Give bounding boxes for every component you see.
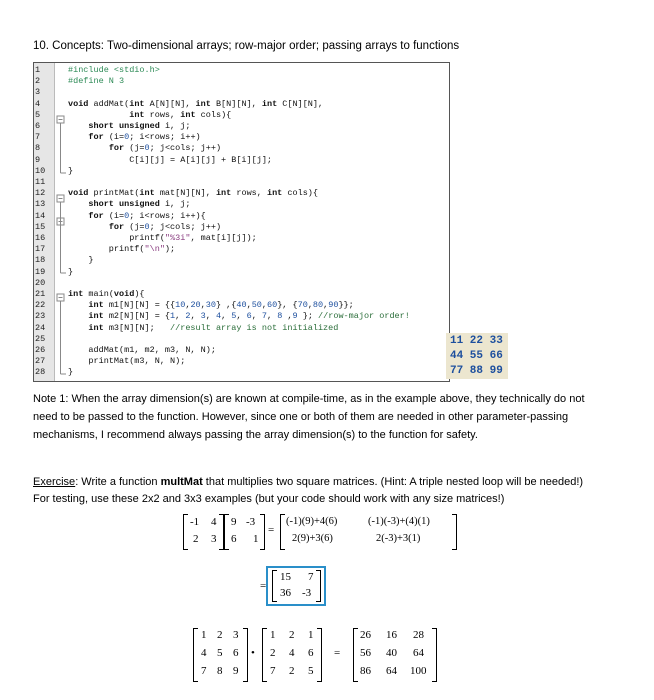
code-line: printf("%3i", mat[i][j]); — [68, 233, 257, 243]
code-line: int m3[N][N]; //result array is not initialized — [88, 322, 339, 333]
code-line: for (j=0; j<cols; j++) — [108, 143, 222, 154]
line-number: 6 — [35, 121, 41, 131]
matrix-cell: 64 — [386, 665, 397, 677]
code-line: int m2[N][N] = {1, 2, 3, 4, 5, 6, 7, 8 ,9 }; //row-major order! — [88, 311, 410, 322]
equals-sign: = — [268, 524, 275, 536]
func-name: multMat — [160, 476, 203, 488]
matrix-cell: 6 — [308, 647, 314, 659]
code-line: } — [68, 367, 74, 378]
matrix-cell: 2 — [289, 629, 295, 641]
program-output — [446, 333, 508, 379]
code-line: for (i=0; i<rows; i++) — [88, 132, 201, 143]
matrix-cell: -3 — [302, 587, 312, 599]
matrix-cell: 40 — [386, 647, 397, 659]
matrix-cell: 15 — [280, 571, 291, 583]
code-line: addMat(m1, m2, m3, N, N); — [68, 345, 216, 355]
matrix-cell: 56 — [360, 647, 371, 659]
matrix-cell: 26 — [360, 629, 371, 641]
matrix-cell: 2 — [289, 665, 295, 677]
line-number: 3 — [35, 87, 41, 98]
line-number: 16 — [35, 233, 46, 243]
line-number: 17 — [35, 244, 46, 255]
code-listing — [33, 62, 450, 382]
matrix-cell: 100 — [410, 665, 427, 677]
matrix-cell: 1 — [270, 629, 276, 641]
line-number: 22 — [35, 300, 46, 311]
line-number: 19 — [35, 266, 46, 277]
output-line: 77 88 99 — [450, 365, 503, 377]
code-line: printMat(m3, N, N); — [68, 356, 186, 367]
line-number: 7 — [35, 132, 41, 143]
code-line: for (i=0; i<rows; i++){ — [88, 210, 206, 221]
section-heading: 10. Concepts: Two-dimensional arrays; row-major order; passing arrays to functions — [33, 40, 460, 52]
line-number: 4 — [35, 98, 41, 109]
matrix-cell: 5 — [308, 665, 314, 677]
code-line: C[i][j] = A[i][j] + B[i][j]; — [68, 154, 273, 165]
code-line: int main(void){ — [68, 289, 145, 299]
line-number: 13 — [35, 199, 46, 210]
matrix-cell: (-1)(-3)+(4)(1) — [368, 516, 430, 527]
matrix-cell: -3 — [246, 516, 256, 528]
code-line: void addMat(int A[N][N], int B[N][N], int C[N][N], — [68, 98, 324, 109]
equals-sign: = — [334, 647, 341, 659]
line-number: 11 — [35, 177, 46, 187]
line-number: 28 — [35, 367, 46, 378]
exercise-line-2: For testing, use these 2x2 and 3x3 examples (but your code should work with any size matrices!) — [33, 493, 505, 505]
output-line: 44 55 66 — [450, 350, 503, 362]
matrix-cell: 2 — [193, 533, 199, 545]
code-line: #include <stdio.h> — [68, 65, 160, 75]
code-line: } — [68, 165, 74, 176]
matrix-cell: 86 — [360, 665, 371, 677]
code-line: } — [68, 266, 74, 277]
line-number: 2 — [35, 76, 41, 87]
matrix-cell: 7 — [270, 665, 276, 677]
line-number: 23 — [35, 311, 46, 322]
output-line: 11 22 33 — [450, 335, 503, 347]
matrix-cell: 9 — [233, 665, 239, 677]
equals-sign: = — [260, 580, 267, 592]
code-line: printf("\n"); — [68, 244, 176, 255]
matrix-cell: 3 — [233, 629, 239, 641]
code-line: int m1[N][N] = {{10,20,30} ,{40,50,60}, {70,80,90}}; — [88, 300, 354, 311]
note-line-1: Note 1: When the array dimension(s) are known at compile-time, as in the example above, they technically do not — [33, 393, 585, 405]
line-number: 26 — [35, 345, 46, 355]
line-number: 5 — [35, 109, 41, 120]
matrix-cell: 3 — [211, 533, 217, 545]
code-line: int rows, int cols){ — [129, 109, 232, 120]
matrix-cell: 7 — [308, 571, 314, 583]
line-number: 10 — [35, 165, 46, 176]
line-number: 12 — [35, 188, 46, 199]
matrix-cell: (-1)(9)+4(6) — [286, 516, 338, 527]
matrix-cell: 36 — [280, 587, 291, 599]
line-number: 15 — [35, 221, 46, 232]
line-number: 24 — [35, 322, 46, 333]
matrix-cell: 2(9)+3(6) — [292, 533, 333, 544]
matrix-cell: 4 — [211, 516, 217, 528]
matrix-cell: 1 — [253, 533, 259, 545]
exercise-label: Exercise — [33, 476, 76, 488]
matrix-cell: 5 — [217, 647, 223, 659]
line-number: 27 — [35, 356, 46, 367]
matrix-cell: 64 — [413, 647, 424, 659]
code-line: short unsigned i, j; — [88, 199, 191, 210]
matrix-cell: 4 — [201, 647, 207, 659]
matrix-cell: 9 — [231, 516, 237, 528]
line-number: 21 — [35, 289, 46, 299]
matrix-cell: 1 — [201, 629, 207, 641]
exercise-line-1: Exercise: Write a function multMat that multiplies two square matrices. (Hint: A triple nested loop will be needed!) — [33, 476, 584, 488]
line-number: 8 — [35, 143, 41, 154]
fold-markers — [54, 63, 68, 381]
note-line-3: mechanisms, I recommend always passing the array dimension(s) to the function for safety. — [33, 429, 478, 441]
line-number: 1 — [35, 65, 41, 75]
note-line-2: need to be passed to the function. However, since one or both of them are needed in other parameter-passing — [33, 411, 569, 423]
matrix-cell: 8 — [217, 665, 223, 677]
matrix-cell: 2 — [217, 629, 223, 641]
code-line: for (j=0; j<cols; j++) — [108, 221, 222, 232]
line-number: 14 — [35, 210, 46, 221]
code-line: void printMat(int mat[N][N], int rows, int cols){ — [68, 188, 319, 199]
matrix-cell: 2(-3)+3(1) — [376, 533, 421, 544]
line-number: 25 — [35, 333, 46, 344]
matrix-cell: 28 — [413, 629, 424, 641]
matrix-cell: 16 — [386, 629, 397, 641]
matrix-cell: 4 — [289, 647, 295, 659]
matrix-cell: -1 — [190, 516, 200, 528]
matrix-cell: 6 — [233, 647, 239, 659]
multiply-dot: • — [251, 647, 255, 659]
matrix-cell: 2 — [270, 647, 276, 659]
line-number: 18 — [35, 255, 46, 266]
line-number: 20 — [35, 277, 46, 288]
code-line: } — [68, 255, 94, 266]
code-line: short unsigned i, j; — [88, 121, 191, 131]
matrix-cell: 6 — [231, 533, 237, 545]
matrix-cell: 7 — [201, 665, 207, 677]
matrix-cell: 1 — [308, 629, 314, 641]
code-line: #define N 3 — [68, 76, 125, 87]
line-number: 9 — [35, 154, 41, 165]
